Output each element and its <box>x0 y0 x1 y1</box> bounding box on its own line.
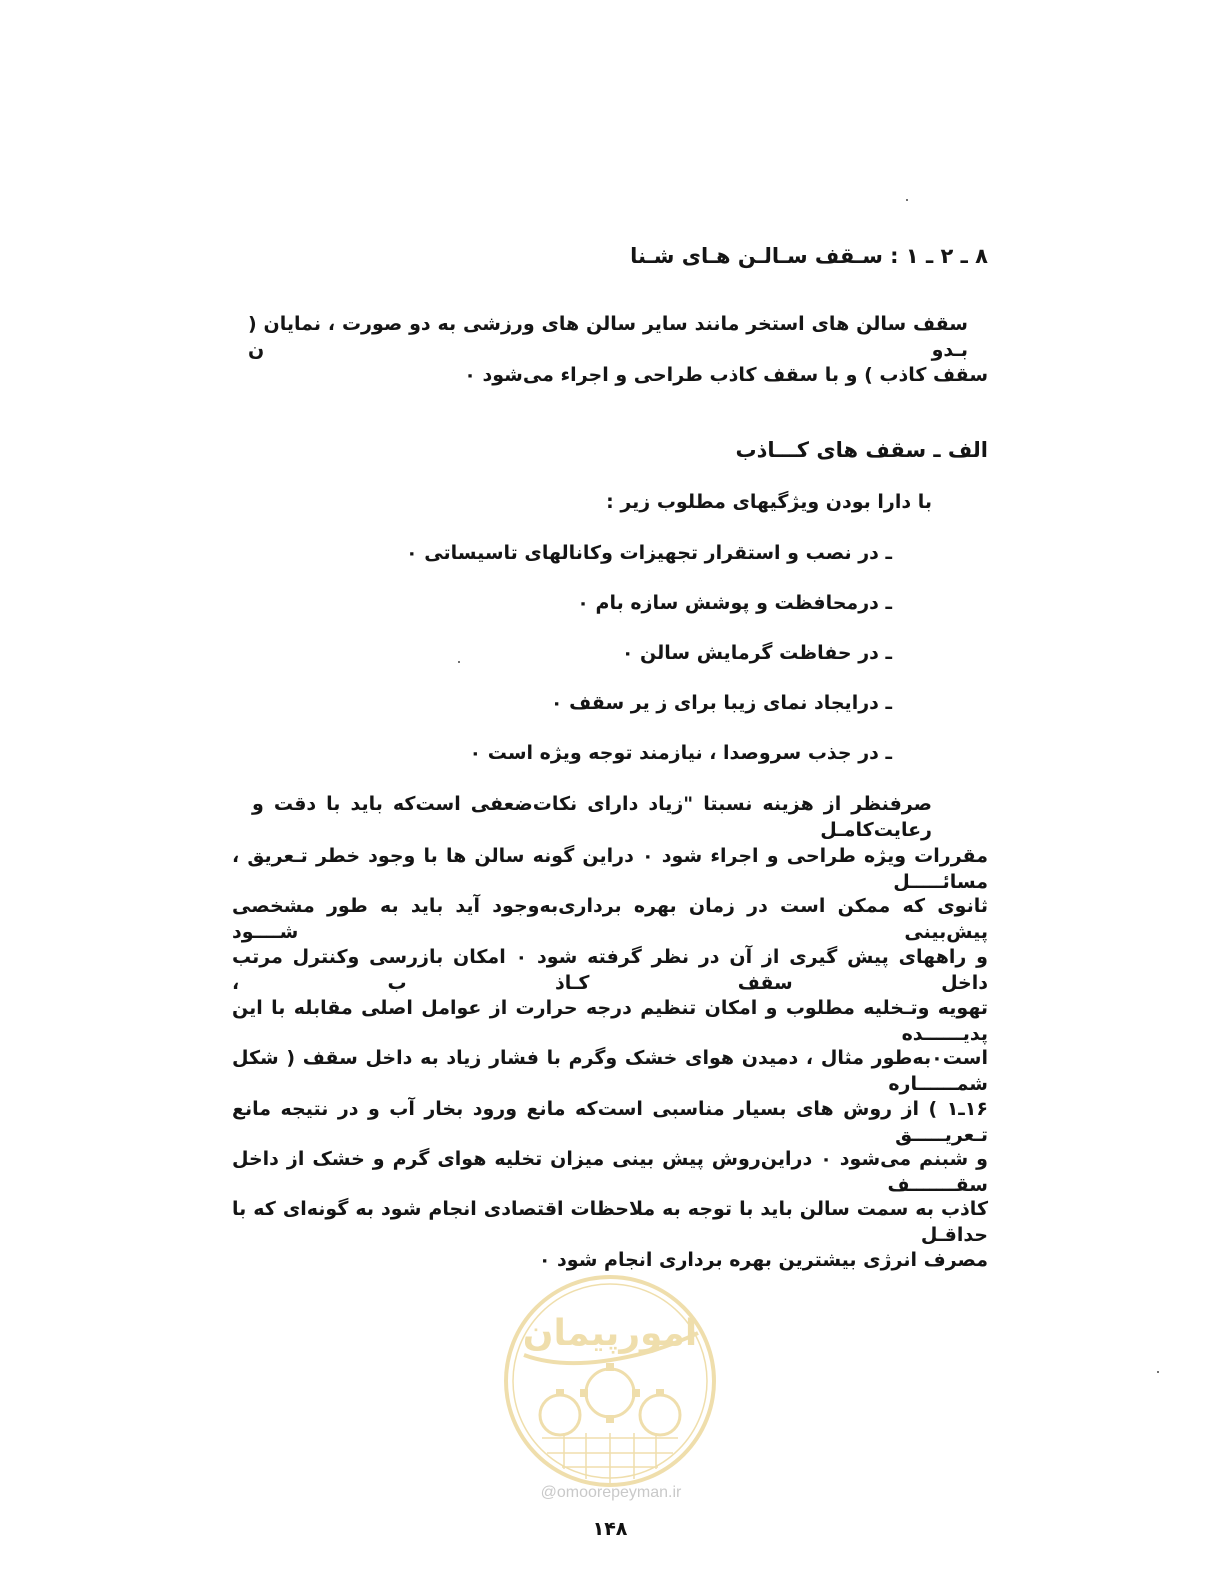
intro-line-1: سقف سالن های استخر مانند سایر سالن های ورزشی به دو صورت ، نمایان ( بـدو ن <box>248 313 968 361</box>
watermark-logo <box>502 1273 718 1489</box>
intro-line-2: سقف کاذب ) و با سقف کاذب طراحی و اجراء می‌شود ۰ <box>464 364 988 386</box>
page-number: ۱۴۸ <box>592 1518 628 1540</box>
section-heading: ۸ ـ ۲ ـ ۱ : سـقف سـالـن هـای شـنا <box>630 244 988 268</box>
subheading: الف ـ سقف های کـــاذب <box>735 438 988 462</box>
body-line-10: مصرف انرژی بیشترین بهره برداری انجام شود ۰ <box>538 1249 988 1271</box>
scan-speck <box>458 661 460 663</box>
watermark-logo-text: امورپیمان <box>522 1313 698 1354</box>
body-line-1: صرفنظر از هزینه نسبتا "زیاد دارای نکات‌ضعفی است‌که باید با دقت و رعایت‌کامـل <box>252 793 932 841</box>
body-line-3: ثانوی که ممکن است در زمان بهره برداری‌به‌وجود آید باید به طور مشخصی پیش‌بینی شــــود <box>232 895 988 943</box>
body-line-4: و راههای پیش گیری از آن در نظر گرفته شود ۰ امکان بازرسی وکنترل مرتب داخل سقف کـاذ ب ، <box>232 946 988 994</box>
feature-item: ـ درایجاد نمای زیبا برای ز یر سقف ۰ <box>550 692 892 714</box>
body-line-7: ۱۶ـ۱ ) از روش های بسیار مناسبی است‌که مانع ورود بخار آب و در نتیجه مانع تـعریـــــق <box>232 1098 988 1146</box>
body-line-8: و شبنم می‌شود ۰ دراین‌روش پیش بینی میزان تخلیه هوای گرم و خشک از داخل سقـــــــف <box>232 1148 988 1196</box>
body-line-5: تهویه وتـخلیه مطلوب و امکان تنظیم درجه حرارت از عوامل اصلی مقابله با این پدیــــــده <box>232 997 988 1045</box>
feature-item: ـ در نصب و استقرار تجهیزات وکانالهای تاسیساتی ۰ <box>406 542 892 564</box>
body-line-9: کاذب به سمت سالن باید با توجه به ملاحظات اقتصادی انجام شود به گونه‌ای که با حداقـل <box>232 1198 988 1246</box>
watermark-url: @omoorepeyman.ir <box>540 1484 682 1501</box>
body-line-6: است۰به‌طور مثال ، دمیدن هوای خشک وگرم با فشار زیاد به داخل سقف ( شکل شمــــــاره <box>232 1047 988 1095</box>
features-intro: با دارا بودن ویژگیهای مطلوب زیر : <box>606 491 932 513</box>
feature-item: ـ درمحافظت و پوشش سازه بام ۰ <box>577 592 892 614</box>
scan-speck <box>1157 1371 1159 1373</box>
feature-item: ـ در حفاظت گرمایش سالن ۰ <box>621 642 892 664</box>
feature-item: ـ در جذب سروصدا ، نیازمند توجه ویژه است ۰ <box>469 742 892 764</box>
body-line-2: مقررات ویژه طراحی و اجراء شود ۰ دراین گونه سالن ها با وجود خطر تـعریق ، مسائـــــل <box>232 845 988 893</box>
scan-speck <box>906 199 908 201</box>
